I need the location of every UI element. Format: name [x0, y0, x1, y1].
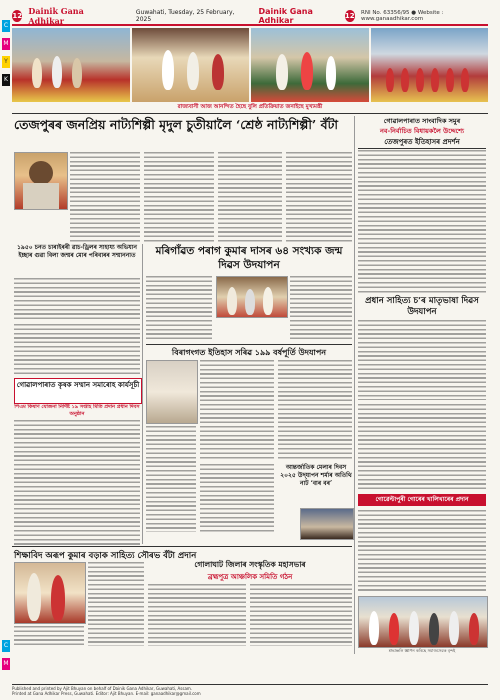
right-subheadline-1: নব-নিৰ্বাচিত বিধায়কলৈ উদ্দেশ্যে	[380, 127, 464, 135]
masthead	[12, 8, 488, 26]
group-photo-right	[358, 596, 488, 648]
center-story-text-2	[290, 276, 352, 342]
magenta-mark: M	[2, 38, 10, 50]
registration-number: RNI No. 63356/95 ● Website : www.ganaadhikar.com	[361, 10, 444, 22]
mid-headline: বিৰাগংগত ইতিহাস সৰিৱ ১৯৯ বৰ্ষপূৰ্তি উদযাপন	[171, 347, 327, 357]
mid-story-text-3	[146, 426, 196, 532]
column-divider	[354, 116, 355, 654]
right-red-banner: গোৱেল্টাপুৰী গোৰেৰ খালিখাৰেৰ প্ৰদান	[358, 494, 486, 506]
award-photo	[14, 562, 86, 624]
right-story-text	[358, 150, 486, 294]
aside-photo	[300, 508, 354, 540]
left-story-text-1	[14, 278, 140, 320]
footer-imprint	[12, 684, 488, 696]
left-box-subheadline: পিএম কিষাণ যোজনা নিৰ্দিষ্ট ১৯ সপ্তাহ মিতি প্ৰদান প্ৰধান দিবস অনুষ্ঠান	[14, 404, 140, 417]
right-headline: গোৱালপাৰাত সাংবাদিক সমুৰ	[383, 117, 461, 125]
magenta-mark: M	[2, 658, 10, 670]
event-photo-small	[146, 360, 198, 424]
date-line: Guwahati, Tuesday, 25 February, 2025	[135, 9, 235, 23]
bottom-headline: শিক্ষাবিদ অৰূপ কুমাৰ বড়াক সাহিত্য সৌৰভ বঁটা প্ৰদান	[14, 551, 197, 561]
page-badge: 12	[344, 12, 355, 20]
aside-headline: আন্তৰ্জাতিক মেলাৰ দিবস ২০২৫ উদ্‌যাপন শৰ্মাৰ অতিথি নাট ‘বাৰ বৰ’	[280, 464, 352, 487]
left-box-headline: গোৱালপাৰাত কৃষক সম্মান সমাৰোহ কাৰ্যসূচী	[14, 378, 142, 404]
right-subheadline-2: তেজপুৰত ইতিহাসৰ প্ৰদৰ্শন	[358, 136, 486, 149]
bottom-subheadline-2: ব্ৰহ্মপুত্ৰ আঞ্চলিক সমিতি গঠন	[207, 572, 293, 581]
bottom-story-text-2	[14, 626, 84, 646]
registration-strip-left-bottom	[2, 640, 10, 676]
event-photo-3	[251, 28, 369, 102]
bottom-subheadline: গোলাঘাট জিলাৰ সংস্কৃতিক মহাসভাৰ	[194, 560, 306, 569]
main-story-text-2	[144, 152, 214, 244]
bottom-photo-caption: শ্ৰদ্ধাঞ্জলি জ্ঞাপন কৰিছে সমাজসেৱক বৃন্দই	[388, 648, 456, 653]
right-story-text-2	[358, 320, 486, 400]
main-story-text-1	[70, 152, 140, 244]
cyan-mark: C	[2, 640, 10, 652]
divider	[12, 546, 352, 547]
event-photo-4	[371, 28, 489, 102]
column-divider	[142, 244, 143, 544]
paper-logo: Dainik Gana Adhikar	[28, 6, 84, 26]
right-story-text-3	[358, 404, 486, 492]
registration-strip-left	[2, 20, 10, 92]
black-mark: K	[2, 74, 10, 86]
bottom-story-text-3	[148, 584, 246, 646]
event-photo-2	[132, 28, 250, 102]
divider	[12, 113, 488, 114]
author-photo	[14, 152, 68, 210]
main-headline: তেজপুৰৰ জনপ্ৰিয় নাট্যশিল্পী মৃদুল চুতীয়ালৈ ‘শ্ৰেষ্ঠ নাট্যশিল্পী’ বঁটা	[14, 117, 339, 132]
cyan-mark: C	[2, 20, 10, 32]
top-photo-strip	[12, 28, 488, 102]
right-headline-2: প্ৰধান সাহিত্য চ’ৰ মাতৃভাষা দিৱস উদযাপন	[365, 296, 479, 317]
mid-story-text-1	[200, 360, 274, 460]
left-story-text-3	[14, 420, 140, 546]
page-number-badge: 12	[12, 12, 23, 20]
footer-line-1: Published and printed by Ajit Bhuyan on behalf of Dainik Gana Adhikar, Guwahati, Assam.	[12, 686, 193, 691]
left-headline-2: ১৯৫০ চনত চাৰাইৰৰী ৱাচ-ড্ৰিলৰ সাহায্য অভিযান ইচ্ছাৰ গুৱা বিলা জন্মৰ মোৰ পৰিবাৰৰ সন্মাননাত	[17, 244, 137, 259]
mid-story-text-4	[200, 464, 274, 532]
center-headline: মৰিগাঁৱত পৰাগ কুমাৰ দাসৰ ৬৪ সংখ্যক জন্ম দিৱস উদযাপন	[155, 245, 343, 271]
bottom-story-text-4	[250, 584, 352, 646]
event-photo-1	[12, 28, 130, 102]
birthday-photo	[216, 276, 288, 318]
right-story-text-4	[358, 510, 486, 592]
main-story-text-4	[286, 152, 352, 244]
mid-story-text-2	[278, 360, 352, 460]
photo-caption: রাজ্যবাসী আজ আনন্দিত হৈছে বুলি প্ৰতিক্ৰিয়াত জনাইছে মুখ্যমন্ত্ৰী	[177, 104, 323, 110]
center-story-text-1	[146, 276, 212, 342]
paper-title: Dainik Gana Adhikar	[258, 7, 313, 25]
footer-line-2: Printed at Gana Adhikar Press, Guwahati. Editor: Ajit Bhuyan. E-mail: ganaadhikar@gmail.com	[12, 691, 201, 696]
main-story-text-3	[218, 152, 282, 244]
bottom-story-text-1	[88, 562, 144, 646]
left-story-text-2	[14, 324, 140, 376]
yellow-mark: Y	[2, 56, 10, 68]
divider	[146, 344, 352, 345]
